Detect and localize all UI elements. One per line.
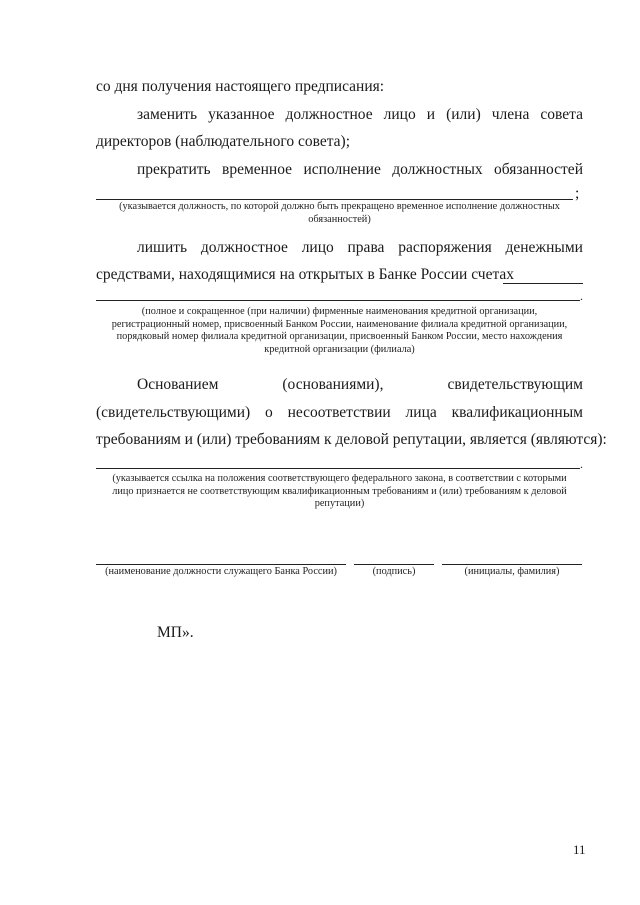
- basis-line-2: [96, 403, 583, 423]
- replace-officer-line: [137, 105, 583, 125]
- name-signature-line: [442, 564, 582, 565]
- word: и: [426, 106, 436, 123]
- deprive-right-line-2: средствами, находящимися на открытых в Банке России счетах: [96, 266, 515, 283]
- basis-note-line-2: лицо признается не соответствующим квалификационным требованиям и (или) требованиям к деловой: [112, 485, 567, 497]
- name-label: (инициалы, фамилия): [464, 566, 560, 577]
- signature-label: (подпись): [372, 566, 416, 577]
- basis-note-line-3: репутации): [314, 498, 365, 509]
- word: квалификационным: [451, 404, 583, 421]
- org-note-line-3: порядковый номер филиала кредитной организации, присвоенный Банком России, место нахождения: [116, 331, 563, 342]
- word: временное: [222, 161, 293, 178]
- word: должностное: [200, 239, 288, 256]
- org-note-line-2: регистрационный номер, присвоенный Банком России, наименование филиала кредитной организации,: [111, 318, 568, 330]
- signature-line: [354, 564, 434, 565]
- deprive-right-line: [137, 238, 583, 258]
- basis-note: [96, 473, 583, 511]
- word: права: [347, 239, 385, 256]
- org-blank: [96, 300, 580, 301]
- word: заменить: [137, 106, 198, 123]
- stamp-mark: МП».: [157, 624, 194, 641]
- word: распоряжения: [398, 239, 492, 256]
- intro-text: со дня получения настоящего предписания:: [96, 78, 385, 95]
- period-mark-2: .: [580, 457, 583, 471]
- position-label: (наименование должности служащего Банка России): [105, 566, 337, 577]
- terminate-note: (указывается должность, по которой должно быть прекращено временное исполнение должностных обязанностей): [119, 201, 560, 225]
- word: (или): [446, 106, 481, 123]
- word: о: [264, 404, 273, 421]
- semicolon: ;: [575, 185, 580, 202]
- org-note-line-4: кредитной организации (филиала): [264, 343, 415, 355]
- basis-note-line-1: (указывается ссылка на положения соответствующего федерального закона, в соответствии с которыми: [112, 473, 567, 484]
- basis-line-3: требованиям и (или) требованиям к деловой репутации, является (являются):: [96, 431, 607, 448]
- replace-officer-line-2: директоров (наблюдательного совета);: [96, 133, 351, 150]
- org-note-line-1: (полное и сокращенное (при наличии) фирменные наименования кредитной организации,: [141, 306, 538, 317]
- word: несоответствии: [287, 404, 391, 421]
- basis-blank: [96, 468, 580, 469]
- word: указанное: [208, 106, 275, 123]
- word: лишить: [137, 239, 188, 256]
- position-signature-line: [96, 564, 346, 565]
- word: Основанием: [137, 376, 219, 393]
- word: должностных: [392, 161, 483, 178]
- word: члена: [491, 106, 530, 123]
- word: лицо: [301, 239, 334, 256]
- org-note: [96, 306, 583, 356]
- word: (свидетельствующими): [96, 404, 251, 421]
- word: должностное: [285, 106, 373, 123]
- basis-line-1: [137, 375, 583, 395]
- word: лица: [405, 404, 437, 421]
- word: (основаниями),: [282, 376, 384, 393]
- terminate-duties-line: [137, 160, 583, 180]
- period-mark: .: [580, 289, 583, 303]
- word: обязанностей: [494, 161, 583, 178]
- accounts-blank: [503, 283, 583, 284]
- word: денежными: [505, 239, 583, 256]
- page-number: 11: [573, 842, 586, 857]
- word: совета: [540, 106, 583, 123]
- word: свидетельствующим: [447, 376, 583, 393]
- word: лицо: [383, 106, 416, 123]
- word: исполнение: [303, 161, 381, 178]
- word: прекратить: [137, 161, 211, 178]
- position-blank: [96, 199, 573, 200]
